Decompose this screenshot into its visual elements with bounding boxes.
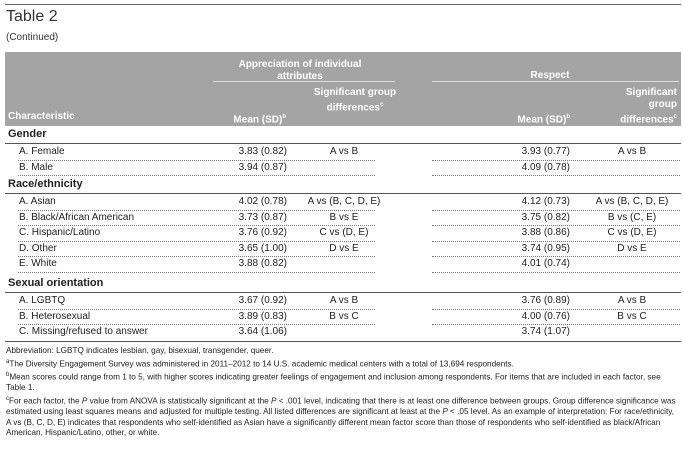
mean-appreciation: 4.02 (0.78)	[238, 196, 287, 207]
section-rule	[5, 143, 681, 144]
row-label: B. Male	[19, 161, 53, 173]
diff-respect: C vs (D, E)	[607, 227, 657, 238]
table-row	[0, 310, 683, 325]
mean-respect: 4.09 (0.78)	[521, 161, 570, 173]
table-row	[0, 211, 683, 226]
row-label: B. Black/African American	[19, 211, 135, 223]
header-diff-1: Significant group differences$^c$	[313, 87, 397, 114]
section-rule	[5, 292, 681, 293]
diff-appreciation: B vs E	[329, 211, 359, 223]
mean-respect: 3.93 (0.77)	[521, 146, 570, 157]
note-b: $^b$Mean scores could range from 1 to 5, with higher scores indicating greater feelings of engagement and inclusion among respondents. For items that are included in each factor, see Table 1.	[6, 371, 661, 393]
mean-respect: 3.75 (0.82)	[521, 211, 570, 223]
diff-respect: A vs (B, C, D, E)	[595, 196, 669, 207]
section-title: Race/ethnicity	[8, 178, 83, 190]
top-rule	[5, 4, 681, 5]
header-group2-underline	[432, 81, 679, 82]
table-row	[0, 325, 683, 340]
row-label: E. White	[19, 258, 57, 269]
row-label: A. LGBTQ	[19, 295, 66, 306]
mean-appreciation: 3.65 (1.00)	[238, 242, 287, 254]
mean-respect: 3.74 (1.07)	[521, 326, 570, 337]
row-label: D. Other	[19, 242, 57, 254]
mean-respect: 3.74 (0.95)	[521, 242, 570, 254]
table-header	[5, 52, 681, 126]
table-row	[0, 226, 683, 241]
header-characteristic: Characteristic	[8, 111, 75, 122]
table-row	[0, 294, 683, 309]
table-row	[0, 195, 683, 210]
diff-appreciation: A vs B	[329, 295, 359, 306]
section-rule	[5, 193, 681, 194]
table-notes	[6, 346, 678, 439]
table-row	[0, 161, 683, 176]
row-divider	[432, 175, 680, 176]
header-group1-underline	[213, 81, 395, 82]
mean-respect: 4.01 (0.74)	[521, 258, 570, 269]
header-group-appreciation: Appreciation of individual attributes	[238, 59, 362, 82]
diff-appreciation: B vs C	[329, 310, 359, 322]
mean-respect: 4.00 (0.76)	[521, 310, 570, 322]
note-a: $^a$The Diversity Engagement Survey was administered in 2011–2012 to 14 U.S. academic medical centers with a total of 13,694 respondents.	[6, 358, 514, 369]
row-label: B. Heterosexual	[19, 310, 91, 322]
bottom-rule	[5, 341, 681, 342]
row-divider	[18, 272, 375, 273]
mean-appreciation: 3.64 (1.06)	[238, 326, 287, 337]
note-c: $^c$For each factor, the P value from ANOVA is statistically significant at the P < .001 level, indicating that there is at least one difference between groups. Group difference significance was estimated using least squares means and adjusted for multiple testing. All listed differences are significant at least at the P < .05 level. As an example of interpretation: For race/ethnicity, A vs (B, C, D, E) indicates that respondents who self-identified as Asian have a significantly different mean factor score than those of respondents who self-identified as black/African American, Hispanic/Latino, other, or white.	[6, 395, 676, 438]
header-group-respect: Respect	[530, 70, 570, 81]
row-label: A. Asian	[19, 196, 56, 207]
header-mean-2: Mean (SD)$^b$	[517, 114, 570, 126]
mean-respect: 3.76 (0.89)	[521, 295, 570, 306]
row-label: A. Female	[19, 146, 65, 157]
note-abbreviation: Abbreviation: LGBTQ indicates lesbian, gay, bisexual, transgender, queer.	[6, 346, 274, 355]
mean-appreciation: 3.76 (0.92)	[238, 227, 287, 238]
row-label: C. Hispanic/Latino	[19, 227, 101, 238]
diff-respect: D vs E	[617, 242, 647, 254]
diff-respect: A vs B	[617, 295, 647, 306]
header-mean-1: Mean (SD)$^b$	[233, 114, 286, 126]
mean-appreciation: 3.83 (0.82)	[238, 146, 287, 157]
table-title: Table 2	[6, 8, 58, 25]
table-row	[0, 257, 683, 272]
diff-respect: B vs (C, E)	[607, 211, 657, 223]
diff-respect: A vs B	[617, 146, 647, 157]
section-title: Sexual orientation	[8, 277, 104, 289]
mean-respect: 4.12 (0.73)	[521, 196, 570, 207]
table-row	[0, 242, 683, 257]
diff-appreciation: A vs B	[329, 146, 359, 157]
mean-appreciation: 3.73 (0.87)	[238, 211, 287, 223]
section-title: Gender	[8, 128, 47, 140]
mean-appreciation: 3.88 (0.82)	[238, 258, 287, 269]
table-row	[0, 145, 683, 160]
diff-respect: B vs C	[617, 310, 647, 322]
mean-appreciation: 3.94 (0.87)	[238, 161, 287, 173]
diff-appreciation: A vs (B, C, D, E)	[307, 196, 381, 207]
header-diff-2: Significant group differences$^c$	[620, 87, 677, 126]
table-subtitle: (Continued)	[6, 32, 59, 43]
row-divider	[18, 175, 375, 176]
row-label: C. Missing/refused to answer	[19, 326, 148, 337]
diff-appreciation: D vs E	[329, 242, 359, 254]
row-divider	[432, 272, 680, 273]
mean-appreciation: 3.89 (0.83)	[238, 310, 287, 322]
diff-appreciation: C vs (D, E)	[319, 227, 369, 238]
mean-respect: 3.88 (0.86)	[521, 227, 570, 238]
mean-appreciation: 3.67 (0.92)	[238, 295, 287, 306]
